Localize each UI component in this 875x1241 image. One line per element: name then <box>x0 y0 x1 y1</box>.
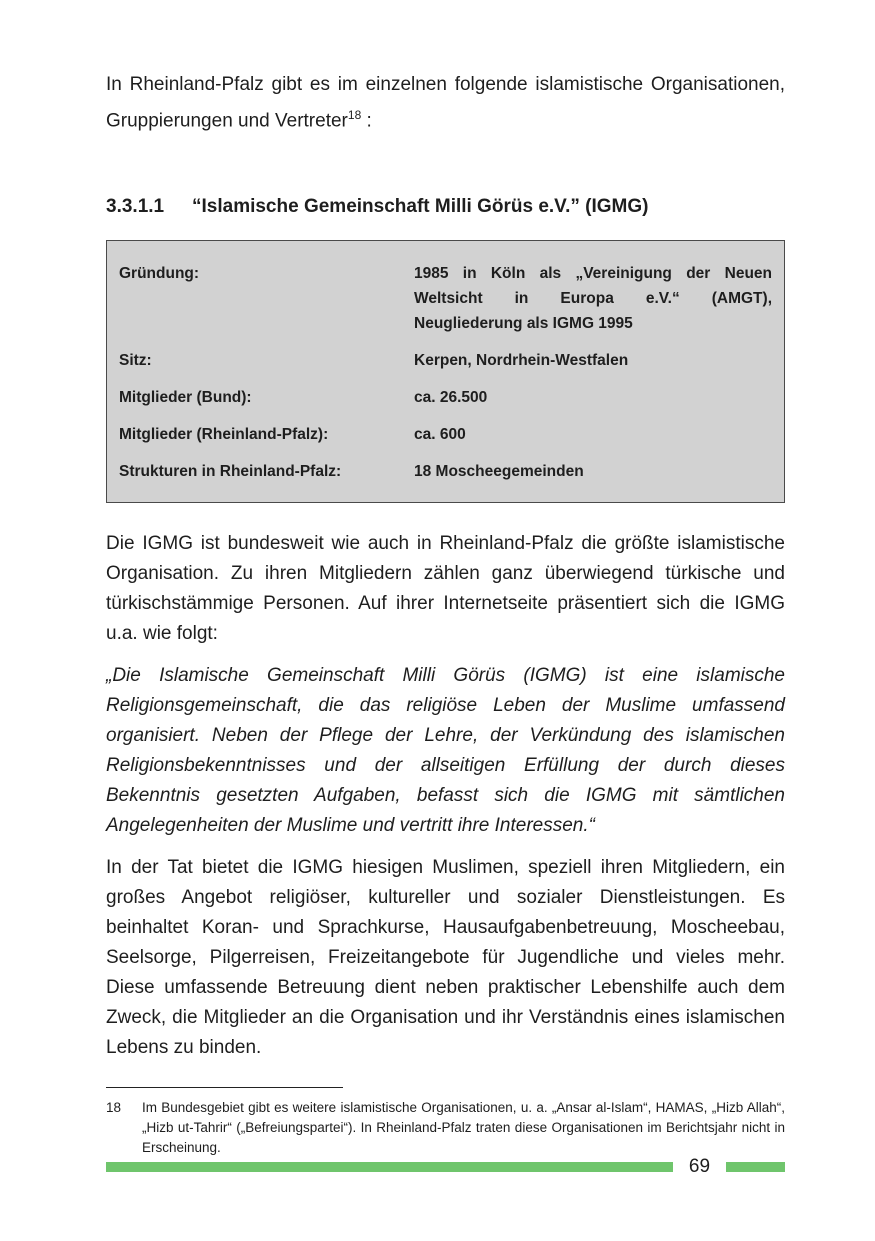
info-label: Mitglieder (Rheinland-Pfalz): <box>119 426 329 444</box>
footer-bar-left <box>106 1162 673 1172</box>
footnote-text: Im Bundesgebiet gibt es weitere islamistische Organisationen, u. a. „Ansar al-Islam“, HAMAS, „Hizb Allah“, „Hizb ut-Tahrir“ („Befreiungspartei“). In Rheinland-Pfalz traten diese Organisationen im Berichtsjahr nicht in Erscheinung. <box>142 1100 785 1156</box>
info-row-members-federal <box>119 385 772 410</box>
footnote-divider <box>106 1087 343 1088</box>
info-row-founding <box>119 261 772 336</box>
footnote-ref: 18 <box>347 108 362 122</box>
paragraph-1: Die IGMG ist bundesweit wie auch in Rheinland-Pfalz die größte islamistische Organisation. Zu ihren Mitgliedern zählen ganz überwiegend türkische und türkischstämmige Personen. Auf ihrer Internetseite präsentiert sich die IGMG u.a. wie folgt: <box>106 533 785 645</box>
page-content <box>106 70 785 1158</box>
info-value: 1985 in Köln als „Vereinigung der Neuen Weltsicht in Europa e.V.“ (AMGT), Neugliederung als IGMG 1995 <box>414 265 772 333</box>
section-title: “Islamische Gemeinschaft Milli Görüs e.V.” (IGMG) <box>192 196 649 218</box>
info-label: Strukturen in Rheinland-Pfalz: <box>119 463 342 481</box>
section-number: 3.3.1.1 <box>106 196 165 218</box>
info-row-seat <box>119 348 772 373</box>
footer-bar-right <box>726 1162 785 1172</box>
info-label: Gründung: <box>119 265 200 283</box>
page-number: 69 <box>688 1156 711 1177</box>
info-box <box>106 240 785 503</box>
footnote <box>106 1098 785 1158</box>
section-heading <box>106 194 785 220</box>
info-label: Sitz: <box>119 352 152 370</box>
intro-text: In Rheinland-Pfalz gibt es im einzelnen folgende islamistische Organisationen, Gruppierungen und Vertreter <box>106 74 785 132</box>
info-row-structures <box>119 459 772 484</box>
page-footer <box>106 1152 785 1182</box>
info-value: Kerpen, Nordrhein-Westfalen <box>414 352 629 370</box>
info-value: ca. 26.500 <box>414 389 488 407</box>
intro-suffix: : <box>361 110 372 132</box>
paragraph-2: In der Tat bietet die IGMG hiesigen Muslimen, speziell ihren Mitgliedern, ein großes Angebot religiöser, kultureller und sozialer Dienstleistungen. Es beinhaltet Koran- und Sprachkurse, Hausaufgabenbetreuung, Moscheebau, Seelsorge, Pilgerreisen, Freizeitangebote für Jugendliche und vieles mehr. Diese umfassende Betreuung dient neben praktischer Lebenshilfe auch dem Zweck, die Mitglieder an die Organisation und ihr Verständnis eines islamischen Lebens zu binden. <box>106 857 785 1059</box>
info-value: ca. 600 <box>414 426 466 444</box>
footnote-number: 18 <box>106 1100 122 1116</box>
info-value: 18 Moscheegemeinden <box>414 463 584 481</box>
intro-paragraph <box>106 70 785 136</box>
info-row-members-rlp <box>119 422 772 447</box>
info-label: Mitglieder (Bund): <box>119 389 252 407</box>
quote-paragraph: „Die Islamische Gemeinschaft Milli Görüs (IGMG) ist eine islamische Religionsgemeinschaft, die das religiöse Leben der Muslime umfassend organisiert. Neben der Pflege der Lehre, der Verkündung des islamischen Religionsbekenntnisses und der allseitigen Erfüllung der durch dieses Bekenntnis gesetzten Aufgaben, befasst sich die IGMG mit sämtlichen Angelegenheiten der Muslime und vertritt ihre Interessen.“ <box>106 665 785 837</box>
